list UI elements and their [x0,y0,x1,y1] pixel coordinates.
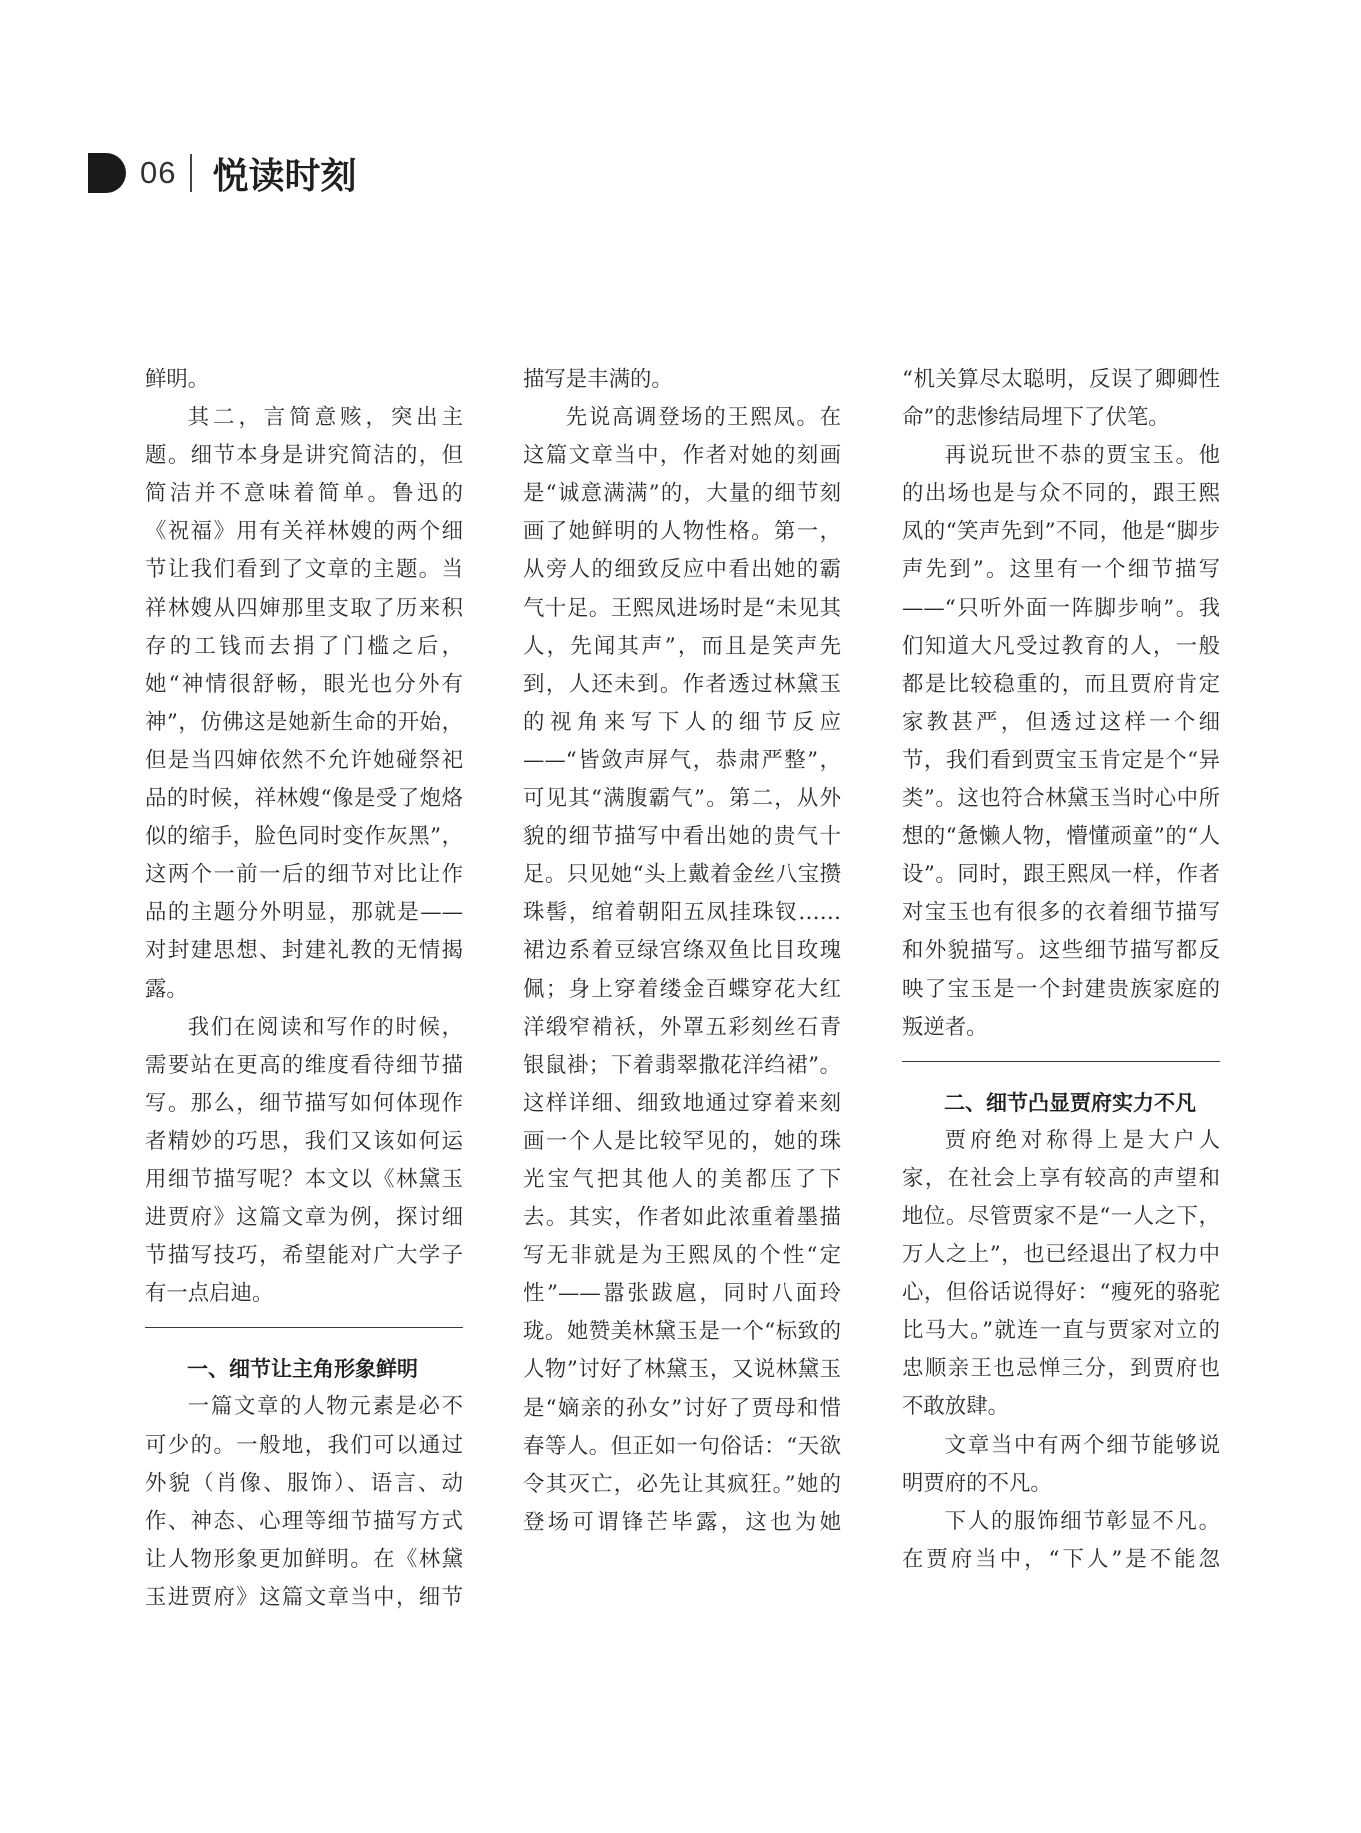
page-number: 06 [140,155,177,190]
paragraph: 文章当中有两个细节能够说明贾府的不凡。 [902,1432,1220,1496]
paragraph: 再说玩世不恭的贾宝玉。他的出场也是与众不同的，跟王熙凤的“笑声先到”不同，他是“脚步声先到”。这里有一个细节描写——“只听外面一阵脚步响”。我们知道大凡受过教育的人，一般都是比较稳重的，而且贾府肯定家教甚严，但透过这样一个细节，我们看到贾宝玉肯定是个“异类”。这也符合林黛玉当时心中所想的“惫懒人物，懵懂顽童”的“人设”。同时，跟王熙凤一样，作者对宝玉也有很多的衣着细节描写和外貌描写。这些细节描写都反映了宝玉是一个封建贵族家庭的叛逆者。 [902,443,1220,1040]
paragraph: 鲜明。 [145,367,210,392]
paragraph: 下人的服饰细节彰显不凡。在贾府当中，“下人”是不能忽 [902,1508,1220,1572]
subheading: 二、细节凸显贾府实力不凡 [944,1090,1196,1115]
paragraph: 其二，言简意赅，突出主题。细节本身是讲究简洁的，但简洁并不意味着简单。鲁迅的《祝福》用有关祥林嫂的两个细节让我们看到了文章的主题。当祥林嫂从四婶那里支取了历来积存的工钱而去捐了门槛之后，她“神情很舒畅，眼光也分外有神”，仿佛这是她新生命的开始，但是当四婶依然不允许她碰祭祀品的时候，祥林嫂“像是受了炮烙似的缩手，脸色同时变作灰黑”，这两个一前一后的细节对比让作品的主题分外明显，那就是——对封建思想、封建礼教的无情揭露。 [145,405,463,1002]
paragraph: 一篇文章的人物元素是必不可少的。一般地，我们可以通过外貌（肖像、服饰）、语言、动作、神态、心理等细节描写方式让人物形象更加鲜明。在《林黛玉进贾府》这篇文章当中，细节 [145,1394,463,1610]
text-column-3 [902,361,1220,1579]
paragraph: 我们在阅读和写作的时候，需要站在更高的维度看待细节描写。那么，细节描写如何体现作者精妙的巧思，我们又该如何运用细节描写呢？本文以《林黛玉进贾府》这篇文章为例，探讨细节描写技巧，希望能对广大学子有一点启迪。 [145,1014,463,1307]
header-divider [190,154,192,192]
section-divider [902,1061,1220,1062]
page-tab-marker [88,153,126,193]
paragraph: 描写是丰满的。 [523,367,673,392]
page-header [88,150,357,196]
text-column-2 [523,361,841,1542]
section-divider [145,1327,463,1328]
paragraph: 先说高调登场的王熙凤。在这篇文章当中，作者对她的刻画是“诚意满满”的，大量的细节刻画了她鲜明的人物性格。第一，从旁人的细致反应中看出她的霸气十足。王熙凤进场时是“未见其人，先闻其声”，而且是笑声先到，人还未到。作者透过林黛玉的视角来写下人的细节反应——“皆敛声屏气，恭肃严整”，可见其“满腹霸气”。第二，从外貌的细节描写中看出她的贵气十足。只见她“头上戴着金丝八宝攒珠髻，绾着朝阳五凤挂珠钗……裙边系着豆绿宫绦双鱼比目玫瑰佩；身上穿着缕金百蝶穿花大红洋缎窄褃袄，外罩五彩刻丝石青银鼠褂；下着翡翠撒花洋绉裙”。这样详细、细致地通过穿着来刻画一个人是比较罕见的，她的珠光宝气把其他人的美都压了下去。其实，作者如此浓重着墨描写无非就是为王熙凤的个性“定性”——嚣张跋扈，同时八面玲珑。她赞美林黛玉是一个“标致的人物”讨好了林黛玉，又说林黛玉是“嫡亲的孙女”讨好了贾母和惜春等人。但正如一句俗话：“天欲令其灭亡，必先让其疯狂。”她的登场可谓锋芒毕露，这也为她 [523,405,841,1535]
subheading: 一、细节让主角形象鲜明 [187,1357,418,1382]
paragraph: 贾府绝对称得上是大户人家，在社会上享有较高的声望和地位。尽管贾家不是“一人之下，万人之上”，也已经退出了权力中心，但俗话说得好：“瘦死的骆驼比马大。”就连一直与贾家对立的忠顺亲王也忌惮三分，到贾府也不敢放肆。 [902,1127,1220,1420]
text-column-1 [145,361,463,1617]
paragraph: “机关算尽太聪明，反误了卿卿性命”的悲惨结局埋下了伏笔。 [902,367,1220,431]
section-title: 悦读时刻 [212,155,357,197]
